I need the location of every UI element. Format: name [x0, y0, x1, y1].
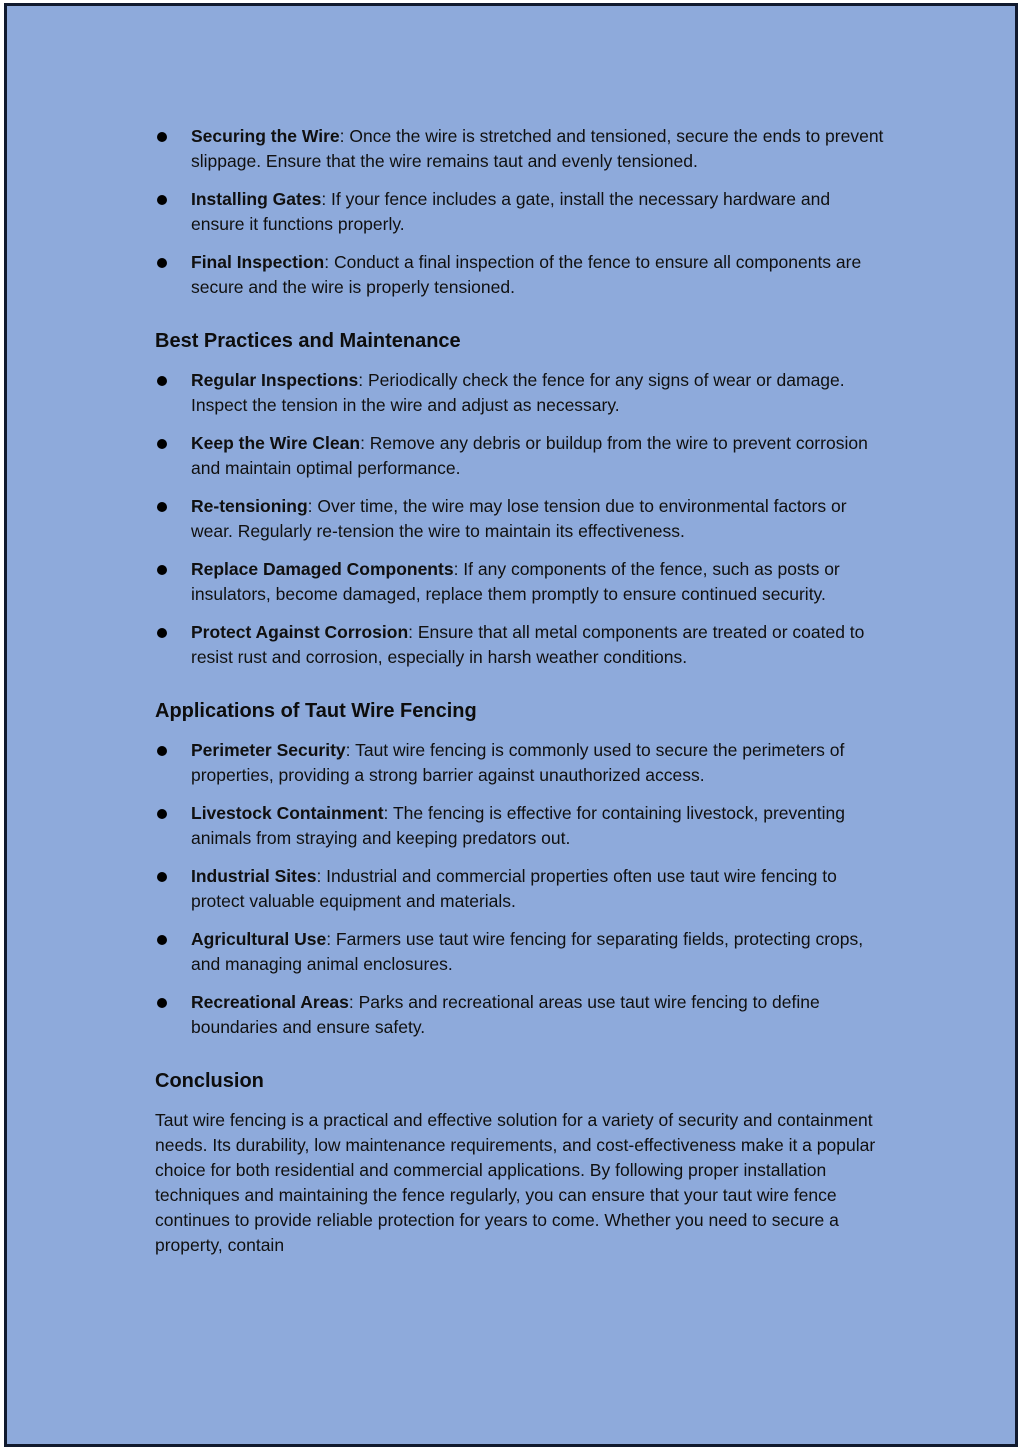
bullet-icon — [157, 628, 167, 638]
item-text: : Taut wire fencing is commonly used to secure the perimeters of properties, providing a strong barrier against unauthorized access. — [191, 740, 845, 785]
item-text: : If your fence includes a gate, install the necessary hardware and ensure it functions properly. — [191, 189, 831, 234]
item-text: : Conduct a final inspection of the fence to ensure all components are secure and the wire is properly tensioned. — [191, 252, 862, 297]
item-text: : The fencing is effective for containing livestock, preventing animals from straying and keeping predators out. — [191, 803, 845, 848]
intro-list — [155, 124, 885, 300]
bullet-icon — [157, 746, 167, 756]
list-item — [155, 927, 885, 977]
item-text: : Industrial and commercial properties often use taut wire fencing to protect valuable equipment and materials. — [191, 866, 837, 911]
item-term: Replace Damaged Components — [191, 559, 454, 579]
item-text: : Over time, the wire may lose tension due to environmental factors or wear. Regularly re-tension the wire to maintain its effectiveness. — [191, 496, 847, 541]
item-term: Industrial Sites — [191, 866, 317, 886]
item-text: : Periodically check the fence for any signs of wear or damage. Inspect the tension in the wire and adjust as necessary. — [191, 370, 845, 415]
list-item — [155, 431, 885, 481]
item-text: : Parks and recreational areas use taut wire fencing to define boundaries and ensure safety. — [191, 992, 820, 1037]
list-item — [155, 124, 885, 174]
applications-list — [155, 738, 885, 1040]
conclusion-paragraph: Taut wire fencing is a practical and effective solution for a variety of security and containment needs. Its durability, low maintenance requirements, and cost-effectiveness make it a popular choice for both residential and commercial applications. By following proper installation techniques and maintaining the fence regularly, you can ensure that your taut wire fence continues to provide reliable protection for years to come. Whether you need to secure a property, contain — [155, 1110, 876, 1255]
list-item — [155, 620, 885, 670]
item-term: Agricultural Use — [191, 929, 327, 949]
item-term: Protect Against Corrosion — [191, 622, 409, 642]
list-item — [155, 494, 885, 544]
bullet-icon — [157, 195, 167, 205]
list-item — [155, 250, 885, 300]
list-item — [155, 801, 885, 851]
item-term: Securing the Wire — [191, 126, 340, 146]
bullet-icon — [157, 132, 167, 142]
item-term: Keep the Wire Clean — [191, 433, 361, 453]
bullet-icon — [157, 439, 167, 449]
list-item — [155, 864, 885, 914]
list-item — [155, 187, 885, 237]
bullet-icon — [157, 935, 167, 945]
page-content — [155, 124, 885, 1258]
bullet-icon — [157, 376, 167, 386]
item-term: Recreational Areas — [191, 992, 349, 1012]
document-page — [4, 3, 1018, 1447]
item-text: : If any components of the fence, such as posts or insulators, become damaged, replace them promptly to ensure continued security. — [191, 559, 840, 604]
list-item — [155, 368, 885, 418]
item-term: Livestock Containment — [191, 803, 384, 823]
list-item — [155, 990, 885, 1040]
item-term: Perimeter Security — [191, 740, 346, 760]
item-term: Final Inspection — [191, 252, 325, 272]
item-term: Re-tensioning — [191, 496, 308, 516]
best-practices-list — [155, 368, 885, 670]
item-text: : Once the wire is stretched and tensioned, secure the ends to prevent slippage. Ensure that the wire remains taut and evenly tensioned. — [191, 126, 884, 171]
item-term: Regular Inspections — [191, 370, 359, 390]
bullet-icon — [157, 565, 167, 575]
conclusion-heading: Conclusion — [155, 1070, 264, 1092]
applications-heading: Applications of Taut Wire Fencing — [155, 700, 477, 722]
bullet-icon — [157, 872, 167, 882]
bullet-icon — [157, 258, 167, 268]
bullet-icon — [157, 809, 167, 819]
item-text: : Remove any debris or buildup from the wire to prevent corrosion and maintain optimal performance. — [191, 433, 868, 478]
best-practices-heading: Best Practices and Maintenance — [155, 330, 461, 352]
item-text: : Farmers use taut wire fencing for separating fields, protecting crops, and managing animal enclosures. — [191, 929, 864, 974]
item-term: Installing Gates — [191, 189, 322, 209]
bullet-icon — [157, 998, 167, 1008]
item-text: : Ensure that all metal components are treated or coated to resist rust and corrosion, especially in harsh weather conditions. — [191, 622, 865, 667]
bullet-icon — [157, 502, 167, 512]
list-item — [155, 738, 885, 788]
list-item — [155, 557, 885, 607]
